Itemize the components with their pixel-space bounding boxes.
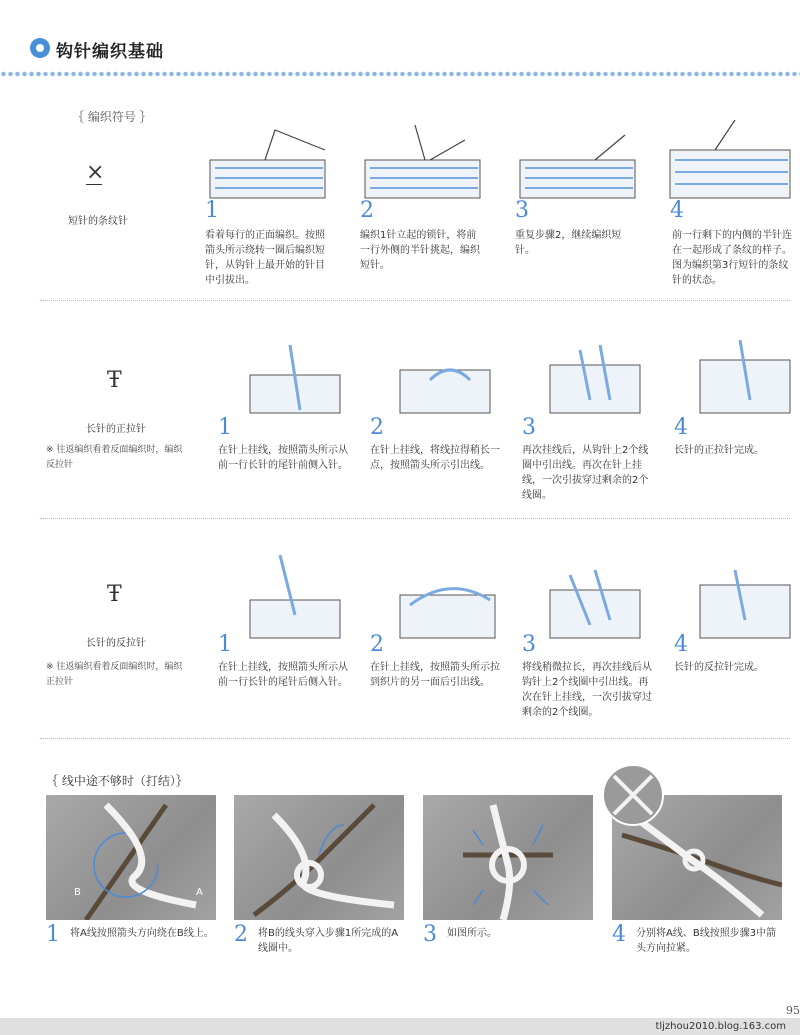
step-number: 1: [218, 415, 232, 440]
step-number: 3: [522, 632, 536, 657]
stitch-illustrations-row2: [240, 320, 795, 415]
step-text: 将线稍微拉长，再次挂线后从钩针上2个线圈中引出线。再次在针上挂线，一次引拔穿过剩余的2个线圈。: [522, 662, 652, 718]
step-text: 分别将A线、B线按照步骤3中箭头方向拉紧。: [636, 928, 777, 954]
footer-url: tljzhou2010.blog.163.com: [655, 1021, 786, 1032]
section-divider: [40, 300, 790, 301]
step-number: 2: [370, 632, 384, 657]
step-number: 4: [674, 632, 688, 657]
knot-photo-1: [46, 795, 216, 920]
section-note: ※ 往返编织看着反面编织时，编织正拉针: [46, 662, 183, 687]
step-text: 长针的反拉针完成。: [674, 662, 764, 673]
step-text: 如图所示。: [447, 928, 497, 939]
flower-icon: [30, 38, 50, 58]
photo-label: A: [196, 887, 203, 898]
page-title: 钩针编织基础: [56, 42, 164, 62]
step-number: 4: [612, 922, 626, 947]
step-number: 1: [46, 922, 60, 947]
knot-photo-3: [423, 795, 593, 920]
page-header: [0, 0, 800, 78]
knot-photo-2: [234, 795, 404, 920]
step-number: 4: [670, 198, 684, 223]
step-text: 前一行剩下的内侧的半针连在一起形成了条纹的样子。图为编织第3行短针的条纹针的状态。: [672, 230, 792, 286]
step-number: 4: [674, 415, 688, 440]
step-text: 在针上挂线，将线拉得稍长一点，按照箭头所示引出线。: [370, 445, 500, 471]
step-number: 2: [360, 198, 374, 223]
page-number: 95: [786, 1004, 800, 1017]
single-crochet-symbol: ×: [86, 160, 105, 185]
knot-closeup-inset: [602, 764, 664, 826]
section-divider: [40, 518, 790, 519]
step-number: 1: [205, 198, 219, 223]
symbol-underline: [86, 184, 102, 185]
step-text: 长针的正拉针完成。: [674, 445, 764, 456]
section-note: ※ 往返编织看着反面编织时，编织反拉针: [46, 445, 183, 470]
step-number: 3: [423, 922, 437, 947]
step-text: 将B的线头穿入步骤1所完成的A线圈中。: [258, 928, 399, 954]
front-post-dc-symbol: Ŧ: [107, 368, 122, 393]
stitch-illustrations-row1: [205, 120, 795, 200]
step-text: 重复步骤2，继续编织短针。: [515, 230, 622, 256]
stitch-illustrations-row3: [240, 545, 795, 640]
step-text: 将A线按照箭头方向绕在B线上。: [70, 928, 214, 939]
section-name: 长针的正拉针: [86, 424, 146, 435]
step-number: 1: [218, 632, 232, 657]
section-name: 长针的反拉针: [86, 638, 146, 649]
step-number: 3: [522, 415, 536, 440]
section-name: 短针的条纹针: [68, 216, 128, 227]
photo-label: B: [74, 887, 81, 898]
step-number: 2: [370, 415, 384, 440]
step-text: 看着每行的正面编织。按照箭头所示绕转一圈后编织短针，从钩针上最开始的针目中引拔出。: [205, 230, 325, 286]
step-text: 编织1针立起的锁针，将前一行外侧的半针挑起，编织短针。: [360, 230, 480, 271]
section-divider: [40, 738, 790, 739]
step-number: 2: [234, 922, 248, 947]
step-number: 3: [515, 198, 529, 223]
step-text: 再次挂线后，从钩针上2个线圈中引出线。再次在针上挂线，一次引拔穿过剩余的2个线圈。: [522, 445, 649, 501]
knot-section-title: ｛ 线中途不够时（打结）｝: [46, 774, 188, 788]
step-text: 在针上挂线，按照箭头所示拉到织片的另一面后引出线。: [370, 662, 500, 688]
back-post-dc-symbol: Ŧ: [107, 582, 122, 607]
symbols-label: ｛ 编织符号 ｝: [72, 110, 152, 124]
step-text: 在针上挂线，按照箭头所示从前一行长针的尾针前侧入针。: [218, 445, 348, 471]
step-text: 在针上挂线，按照箭头所示从前一行长针的尾针后侧入针。: [218, 662, 348, 688]
header-dotted-rule: [0, 70, 800, 78]
